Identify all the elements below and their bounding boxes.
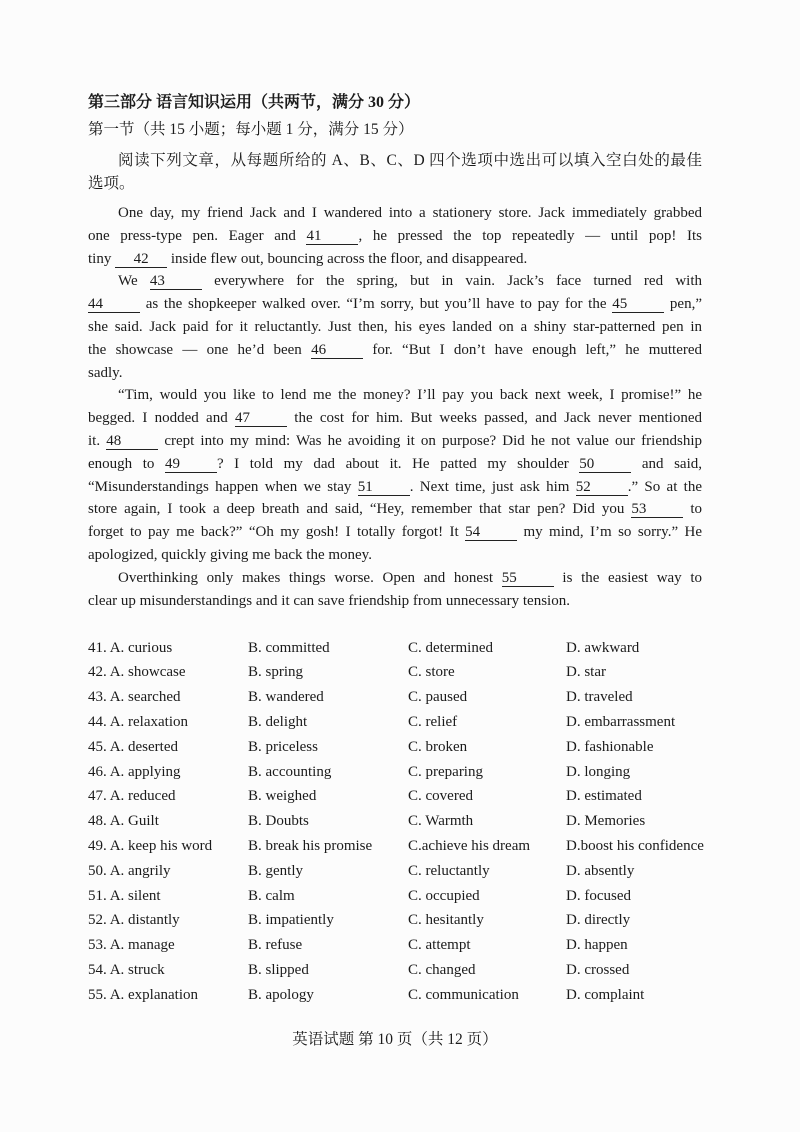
choice-text: D. crossed	[566, 961, 630, 978]
option-row	[88, 958, 738, 983]
passage-text: .” So at the	[627, 478, 702, 495]
choice-a	[88, 834, 248, 859]
choice-d	[566, 685, 738, 710]
passage-text: inside flew out, bouncing across the floor, and disappeared.	[167, 250, 528, 267]
passage-paragraph	[88, 202, 702, 270]
passage-line	[88, 476, 702, 499]
choice-c	[408, 958, 566, 983]
question-number: 52.	[88, 912, 107, 929]
choice-b	[248, 983, 408, 1008]
choice-a	[88, 908, 248, 933]
instruction-line: 阅读下列文章，从每题所给的 A、B、C、D 四个选项中选出可以填入空白处的最佳	[118, 152, 702, 169]
choice-text: A. distantly	[109, 912, 180, 929]
question-number: 50.	[88, 862, 107, 879]
choice-text: A. showcase	[109, 664, 186, 681]
blank-54: 54	[465, 525, 517, 541]
passage-line	[88, 567, 702, 590]
choice-c	[408, 760, 566, 785]
passage-text: . Next time, just ask him	[409, 478, 576, 495]
choice-text: D. fashionable	[566, 738, 654, 755]
passage-text: as the shopkeeper walked over. “I’m sorry, but you’ll have to pay for the	[140, 296, 613, 313]
choice-b	[248, 859, 408, 884]
passage-line	[88, 248, 702, 271]
option-row	[88, 636, 738, 661]
choice-c	[408, 933, 566, 958]
choice-text: D. happen	[566, 937, 628, 954]
blank-55: 55	[502, 571, 554, 587]
blank-48: 48	[106, 434, 158, 450]
choice-text: D. longing	[566, 763, 631, 780]
passage-text: one press-type pen. Eager and	[88, 227, 307, 244]
choice-text: C. determined	[408, 639, 493, 656]
choice-text: C. store	[408, 664, 455, 681]
passage-text: she said. Jack paid for it reluctantly. Just then, his eyes landed on a shiny star-patterned pen in	[88, 318, 702, 335]
passage-line	[88, 521, 702, 544]
passage-paragraph	[88, 384, 702, 566]
option-row	[88, 908, 738, 933]
blank-52: 52	[576, 480, 628, 496]
choice-d	[566, 735, 738, 760]
passage-line	[88, 225, 702, 248]
choice-text: A. applying	[109, 763, 181, 780]
passage-paragraph	[88, 270, 702, 384]
passage-text: everywhere for the spring, but in vain. Jack’s face turned red with	[201, 273, 702, 290]
choice-text: C. covered	[408, 788, 473, 805]
section-title: 第一节（共 15 小题；每小题 1 分，满分 15 分）	[88, 121, 414, 138]
choice-c	[408, 636, 566, 661]
passage-line	[88, 293, 702, 316]
choice-text: B. gently	[248, 862, 303, 879]
choice-text: C.achieve his dream	[408, 837, 531, 854]
passage-line	[88, 453, 702, 476]
choice-d	[566, 908, 738, 933]
passage-text: We	[118, 273, 150, 290]
passage-text: clear up misunderstandings and it can save friendship from unnecessary tension.	[88, 592, 570, 609]
choice-a	[88, 784, 248, 809]
instruction	[88, 149, 702, 195]
blank-41: 41	[306, 229, 358, 245]
choice-text: B. impatiently	[248, 912, 334, 929]
choice-text: B. break his promise	[248, 837, 373, 854]
choice-a	[88, 636, 248, 661]
passage	[88, 202, 702, 612]
choice-text: C. reluctantly	[408, 862, 490, 879]
question-number: 41.	[88, 639, 107, 656]
option-row	[88, 735, 738, 760]
passage-text: , he pressed the top repeatedly — until pop! Its	[358, 227, 702, 244]
passage-text: tiny	[88, 250, 116, 267]
question-number: 47.	[88, 788, 107, 805]
question-number: 51.	[88, 887, 107, 904]
choice-b	[248, 933, 408, 958]
choice-b	[248, 809, 408, 834]
choice-text: A. Guilt	[109, 813, 159, 830]
passage-line	[88, 384, 702, 407]
passage-text: is the easiest way to	[553, 569, 702, 586]
choice-text: A. deserted	[109, 738, 178, 755]
choice-text: D.boost his confidence	[566, 837, 704, 854]
choice-text: A. reduced	[109, 788, 176, 805]
passage-text: sadly.	[88, 364, 123, 381]
choice-text: D. complaint	[566, 986, 645, 1003]
question-number: 43.	[88, 689, 107, 706]
choice-c	[408, 834, 566, 859]
choice-a	[88, 710, 248, 735]
question-number: 42.	[88, 664, 107, 681]
passage-text: for. “But I don’t have enough left,” he muttered	[363, 341, 703, 358]
choice-text: B. wandered	[248, 689, 324, 706]
passage-text: the cost for him. But weeks passed, and Jack never mentioned	[287, 410, 702, 427]
passage-line	[88, 270, 702, 293]
choice-text: C. preparing	[408, 763, 483, 780]
choice-a	[88, 859, 248, 884]
choice-d	[566, 809, 738, 834]
question-number: 54.	[88, 961, 107, 978]
option-row	[88, 884, 738, 909]
choice-b	[248, 636, 408, 661]
passage-text: store again, I took a deep breath and said, “Hey, remember that star pen? Did you	[88, 501, 632, 518]
passage-text: crept into my mind: Was he avoiding it on purpose? Did he not value our friendship	[158, 432, 702, 449]
choice-c	[408, 660, 566, 685]
choice-d	[566, 958, 738, 983]
choice-text: A. relaxation	[109, 713, 188, 730]
choice-b	[248, 660, 408, 685]
blank-51: 51	[358, 480, 410, 496]
option-row	[88, 859, 738, 884]
part-heading: 第三部分 语言知识运用（共两节，满分 30 分）	[88, 94, 421, 111]
choice-text: C. hesitantly	[408, 912, 484, 929]
choice-text: A. manage	[109, 937, 175, 954]
choice-c	[408, 685, 566, 710]
blank-46: 46	[311, 343, 363, 359]
choice-text: C. broken	[408, 738, 468, 755]
passage-line	[88, 544, 702, 567]
option-row	[88, 710, 738, 735]
choice-c	[408, 784, 566, 809]
choice-d	[566, 784, 738, 809]
page-footer: 英语试题 第 10 页（共 12 页）	[292, 1031, 498, 1048]
blank-50: 50	[579, 457, 631, 473]
choice-text: C. Warmth	[408, 813, 474, 830]
option-row	[88, 685, 738, 710]
choice-text: D. estimated	[566, 788, 642, 805]
passage-text: and said,	[631, 455, 702, 472]
passage-line	[88, 430, 702, 453]
choice-text: D. awkward	[566, 639, 640, 656]
choice-text: B. Doubts	[248, 813, 309, 830]
instruction-line: 选项。	[88, 175, 135, 192]
choice-text: D. directly	[566, 912, 631, 929]
choice-b	[248, 884, 408, 909]
choice-text: C. relief	[408, 713, 458, 730]
blank-47: 47	[235, 411, 287, 427]
question-number: 53.	[88, 937, 107, 954]
choice-text: A. keep his word	[109, 837, 213, 854]
passage-text: enough to	[88, 455, 165, 472]
choice-c	[408, 983, 566, 1008]
choice-text: A. silent	[109, 887, 161, 904]
blank-42: 42	[115, 252, 167, 268]
choice-text: D. absently	[566, 862, 635, 879]
question-number: 49.	[88, 837, 107, 854]
choice-d	[566, 983, 738, 1008]
blank-45: 45	[612, 297, 664, 313]
passage-line	[88, 316, 702, 339]
choice-a	[88, 983, 248, 1008]
option-row	[88, 834, 738, 859]
blank-44: 44	[88, 297, 140, 313]
passage-text: it.	[88, 432, 107, 449]
choice-a	[88, 685, 248, 710]
choice-d	[566, 859, 738, 884]
choice-text: A. explanation	[109, 986, 198, 1003]
passage-text: my mind, I’m so sorry.” He	[517, 524, 702, 541]
choice-text: A. searched	[109, 689, 181, 706]
choice-text: B. refuse	[248, 937, 303, 954]
choice-a	[88, 809, 248, 834]
question-number: 44.	[88, 713, 107, 730]
choice-a	[88, 884, 248, 909]
choice-b	[248, 735, 408, 760]
choice-text: C. changed	[408, 961, 476, 978]
question-number: 45.	[88, 738, 107, 755]
choice-a	[88, 735, 248, 760]
choice-text: D. Memories	[566, 813, 646, 830]
blank-49: 49	[165, 457, 217, 473]
passage-line	[88, 498, 702, 521]
choice-d	[566, 884, 738, 909]
choice-a	[88, 958, 248, 983]
passage-line	[88, 590, 702, 613]
choice-text: C. paused	[408, 689, 468, 706]
choice-text: B. apology	[248, 986, 314, 1003]
passage-text: forget to pay me back?” “Oh my gosh! I totally forgot! It	[88, 524, 466, 541]
choice-text: D. embarrassment	[566, 713, 676, 730]
option-row	[88, 983, 738, 1008]
passage-text: “Tim, would you like to lend me the money? I’ll pay you back next week, I promise!” he	[118, 387, 702, 404]
choice-b	[248, 760, 408, 785]
choice-text: B. slipped	[248, 961, 309, 978]
choice-text: B. delight	[248, 713, 308, 730]
passage-paragraph	[88, 567, 702, 613]
choice-text: B. priceless	[248, 738, 318, 755]
choice-text: C. communication	[408, 986, 519, 1003]
choice-text: D. focused	[566, 887, 631, 904]
choice-b	[248, 958, 408, 983]
choice-b	[248, 685, 408, 710]
option-row	[88, 784, 738, 809]
choice-text: D. star	[566, 664, 606, 681]
choice-c	[408, 859, 566, 884]
question-number: 55.	[88, 986, 107, 1003]
passage-text: the showcase — one he’d been	[88, 341, 312, 358]
choice-text: B. weighed	[248, 788, 317, 805]
choice-text: A. angrily	[109, 862, 171, 879]
option-row	[88, 660, 738, 685]
passage-line	[88, 202, 702, 225]
passage-text: begged. I nodded and	[88, 410, 235, 427]
choice-a	[88, 760, 248, 785]
passage-text: “Misunderstandings happen when we stay	[88, 478, 358, 495]
option-row	[88, 809, 738, 834]
passage-text: apologized, quickly giving me back the money.	[88, 546, 372, 563]
choice-c	[408, 884, 566, 909]
choice-b	[248, 710, 408, 735]
choice-d	[566, 710, 738, 735]
passage-line	[88, 339, 702, 362]
choice-text: B. calm	[248, 887, 295, 904]
choice-d	[566, 933, 738, 958]
passage-text: ? I told my dad about it. He patted my shoulder	[216, 455, 580, 472]
passage-line	[88, 362, 702, 385]
choice-a	[88, 933, 248, 958]
choice-d	[566, 834, 738, 859]
option-row	[88, 933, 738, 958]
choice-a	[88, 660, 248, 685]
passage-text: One day, my friend Jack and I wandered into a stationery store. Jack immediately grabbed	[118, 205, 702, 221]
options-list	[88, 636, 738, 1008]
passage-text: to	[683, 501, 703, 518]
choice-text: B. spring	[248, 664, 304, 681]
choice-text: B. committed	[248, 639, 330, 656]
question-number: 48.	[88, 813, 107, 830]
choice-d	[566, 660, 738, 685]
blank-53: 53	[631, 502, 683, 518]
option-row	[88, 760, 738, 785]
passage-text: pen,”	[664, 296, 702, 313]
choice-b	[248, 834, 408, 859]
question-number: 46.	[88, 763, 107, 780]
choice-d	[566, 636, 738, 661]
choice-c	[408, 809, 566, 834]
choice-d	[566, 760, 738, 785]
choice-text: B. accounting	[248, 763, 332, 780]
choice-text: D. traveled	[566, 689, 633, 706]
choice-text: C. occupied	[408, 887, 480, 904]
choice-c	[408, 710, 566, 735]
blank-43: 43	[150, 274, 202, 290]
choice-c	[408, 735, 566, 760]
choice-text: A. curious	[109, 639, 173, 656]
choice-text: A. struck	[109, 961, 165, 978]
passage-text: Overthinking only makes things worse. Open and honest	[118, 569, 502, 586]
choice-b	[248, 908, 408, 933]
passage-line	[88, 407, 702, 430]
choice-c	[408, 908, 566, 933]
choice-text: C. attempt	[408, 937, 471, 954]
choice-b	[248, 784, 408, 809]
